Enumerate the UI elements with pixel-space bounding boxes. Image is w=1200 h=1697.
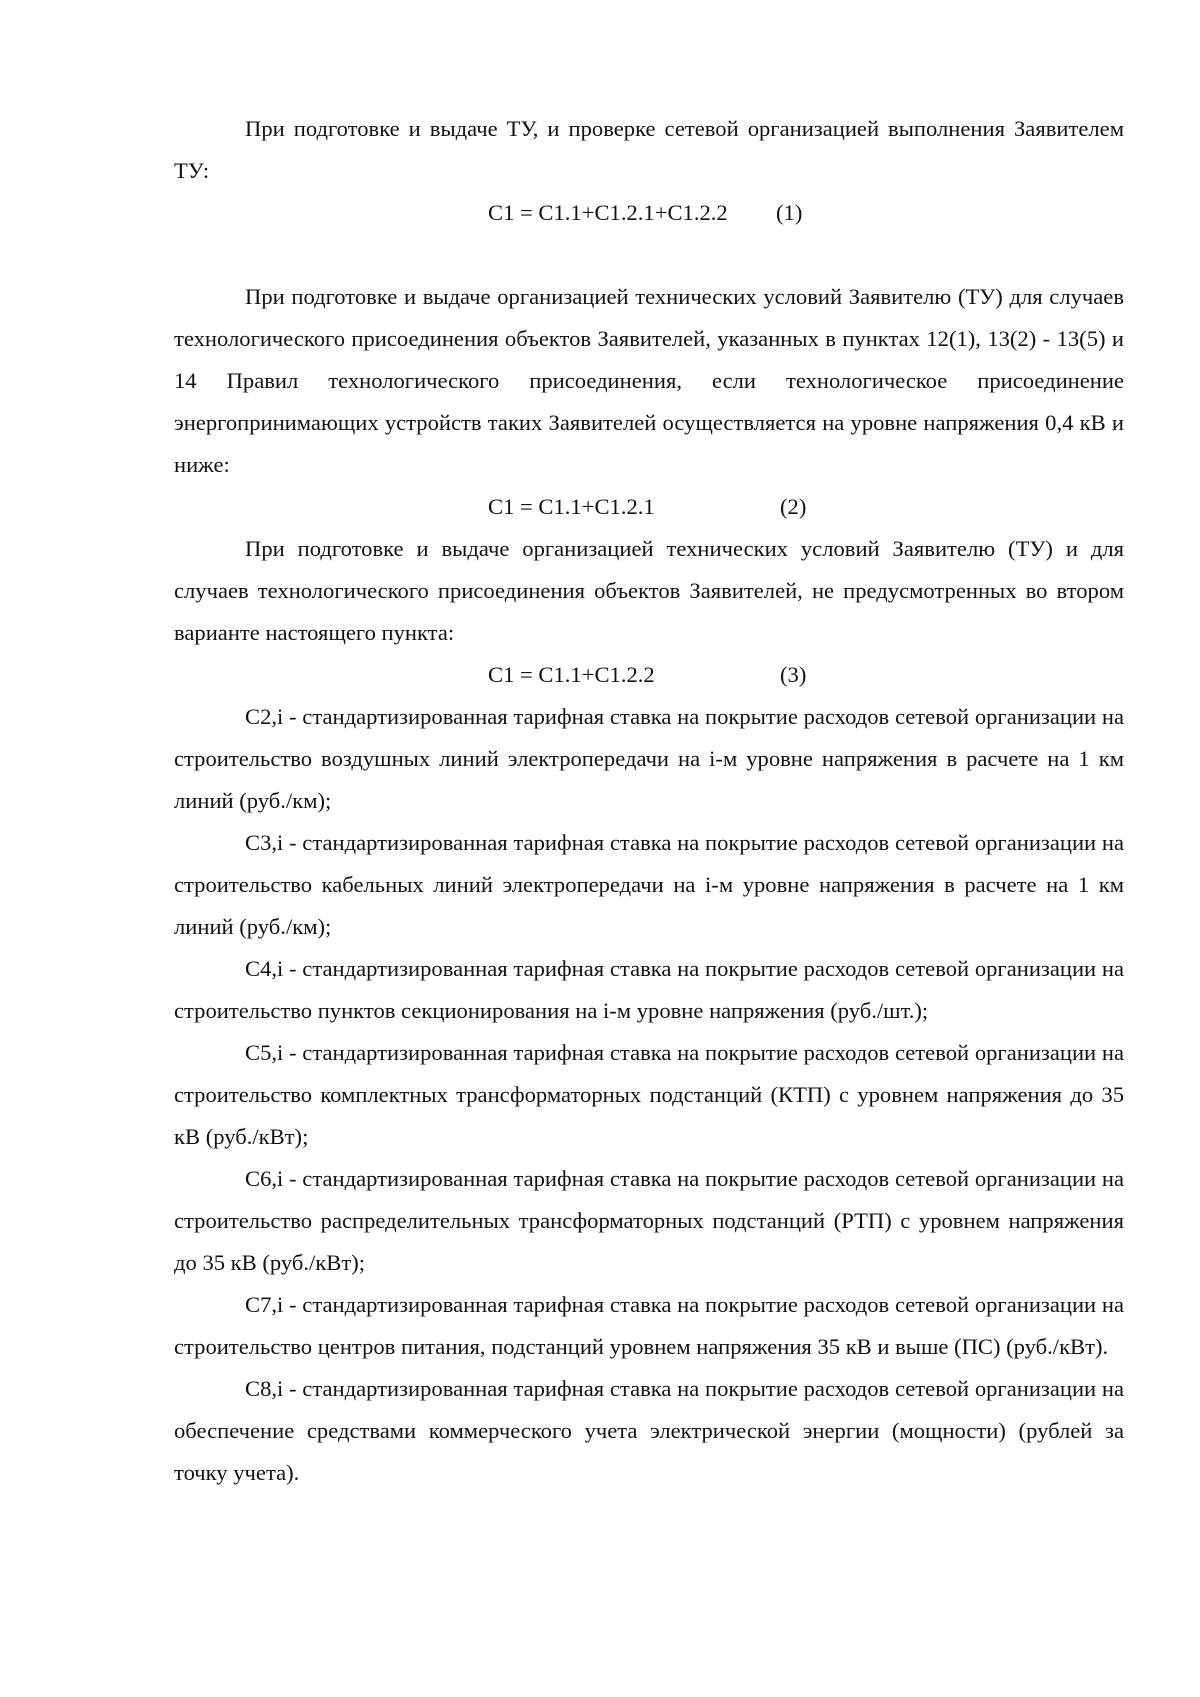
definition-c4: C4,i - стандартизированная тарифная ставка на покрытие расходов сетевой организации на строительство пунктов секционирования на i-м уровне напряжения (руб./шт.); [174, 956, 1124, 1023]
formula-1-number: (1) [776, 200, 803, 225]
definition-c3: C3,i - стандартизированная тарифная ставка на покрытие расходов сетевой организации на строительство кабельных линий электропередачи на i-м уровне напряжения в расчете на 1 км линий (руб./км); [174, 830, 1124, 939]
definition-c8: C8,i - стандартизированная тарифная ставка на покрытие расходов сетевой организации на обеспечение средствами коммерческого учета электрической энергии (мощности) (рублей за точку учета). [174, 1376, 1124, 1485]
document-page [174, 108, 1124, 1494]
formula-3 [174, 654, 1124, 696]
formula-2-expression: C1 = C1.1+C1.2.1 [488, 494, 655, 519]
formula-2-number: (2) [780, 494, 807, 519]
intro-paragraph: При подготовке и выдаче ТУ, и проверке сетевой организацией выполнения Заявителем ТУ: [174, 116, 1124, 183]
definition-c2: C2,i - стандартизированная тарифная ставка на покрытие расходов сетевой организации на строительство воздушных линий электропередачи на i-м уровне напряжения в расчете на 1 км линий (руб./км); [174, 704, 1124, 813]
formula-1 [174, 192, 1124, 234]
paragraph-3: При подготовке и выдаче организацией технических условий Заявителю (ТУ) и для случаев технологического присоединения объектов Заявителей, не предусмотренных во втором варианте настоящего пункта: [174, 536, 1124, 645]
formula-3-expression: C1 = C1.1+C1.2.2 [488, 662, 655, 687]
paragraph-2: При подготовке и выдаче организацией технических условий Заявителю (ТУ) для случаев технологического присоединения объектов Заявителей, указанных в пунктах 12(1), 13(2) - 13(5) и 14 Правил технологического присоединения, если технологическое присоединение энергопринимающих устройств таких Заявителей осуществляется на уровне напряжения 0,4 кВ и ниже: [174, 284, 1124, 477]
formula-1-expression: C1 = C1.1+C1.2.1+C1.2.2 [488, 200, 728, 225]
definition-c6: C6,i - стандартизированная тарифная ставка на покрытие расходов сетевой организации на строительство распределительных трансформаторных подстанций (РТП) с уровнем напряжения до 35 кВ (руб./кВт); [174, 1166, 1124, 1275]
formula-3-number: (3) [780, 662, 807, 687]
definition-c5: C5,i - стандартизированная тарифная ставка на покрытие расходов сетевой организации на строительство комплектных трансформаторных подстанций (КТП) с уровнем напряжения до 35 кВ (руб./кВт); [174, 1040, 1124, 1149]
definition-c7: C7,i - стандартизированная тарифная ставка на покрытие расходов сетевой организации на строительство центров питания, подстанций уровнем напряжения 35 кВ и выше (ПС) (руб./кВт). [174, 1292, 1124, 1359]
formula-2 [174, 486, 1124, 528]
